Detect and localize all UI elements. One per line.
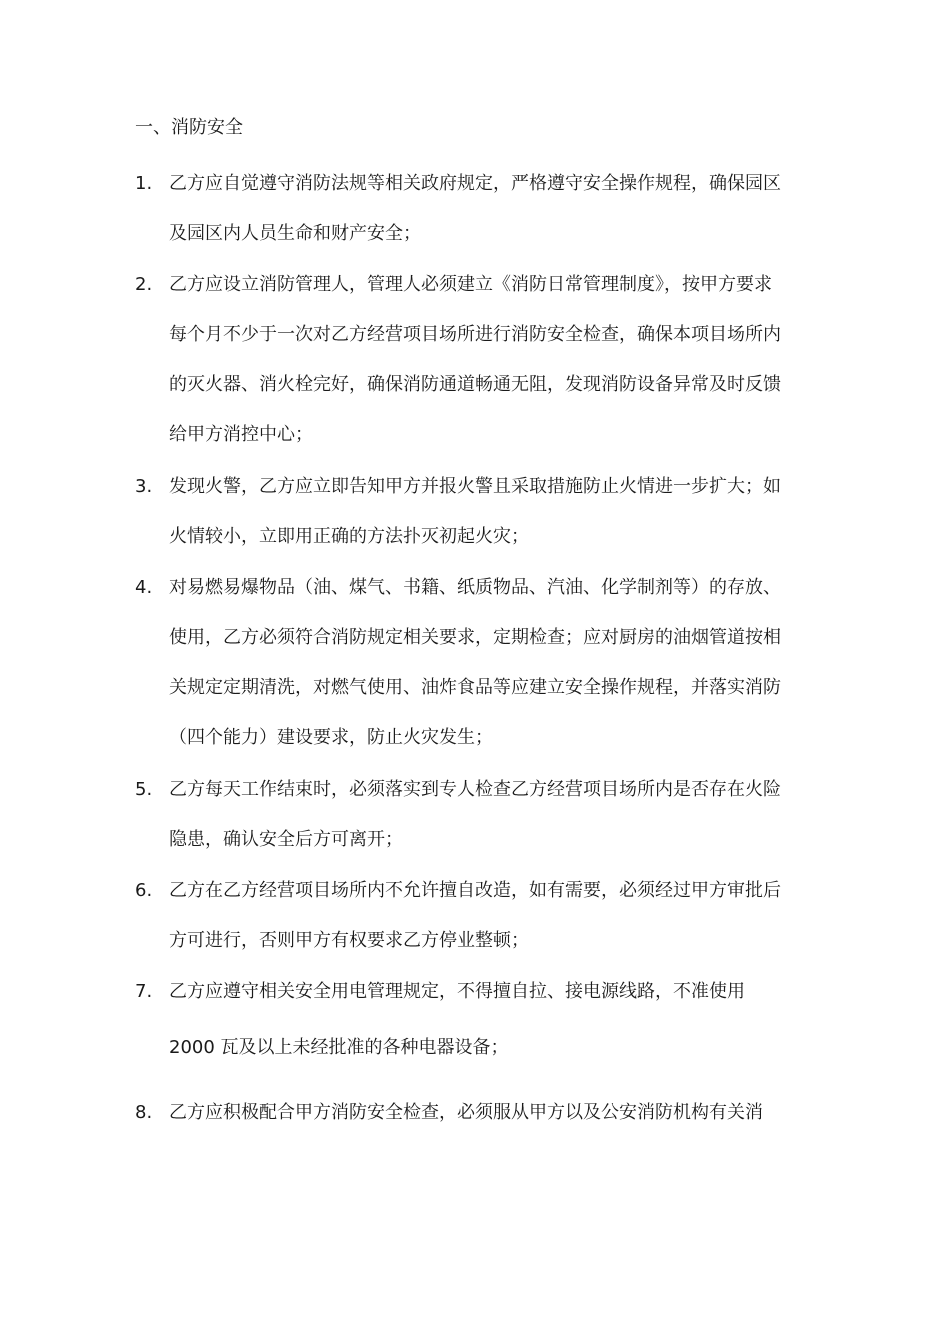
item-line: 乙方应积极配合甲方消防安全检查，必须服从甲方以及公安消防机构有关消 <box>169 1102 763 1123</box>
item-line: 火情较小，立即用正确的方法扑灭初起火灾； <box>169 526 529 547</box>
item-line: 乙方在乙方经营项目场所内不允许擅自改造，如有需要，必须经过甲方审批后 <box>169 880 781 901</box>
item-number: 3. <box>135 476 153 497</box>
item-line: 乙方应设立消防管理人，管理人必须建立《消防日常管理制度》，按甲方要求 <box>169 274 772 295</box>
item-line: 2000 瓦及以上未经批准的各种电器设备； <box>169 1037 509 1058</box>
item-line: 乙方应遵守相关安全用电管理规定，不得擅自拉、接电源线路，不准使用 <box>169 981 745 1002</box>
item-line: 方可进行，否则甲方有权要求乙方停业整顿； <box>169 930 529 951</box>
item-line: 关规定定期清洗，对燃气使用、油炸食品等应建立安全操作规程，并落实消防 <box>169 677 781 698</box>
item-number: 5. <box>135 779 153 800</box>
item-line: 每个月不少于一次对乙方经营项目场所进行消防安全检查，确保本项目场所内 <box>169 324 781 345</box>
item-line: 隐患，确认安全后方可离开； <box>169 829 403 850</box>
item-line: 乙方每天工作结束时，必须落实到专人检查乙方经营项目场所内是否存在火险 <box>169 779 781 800</box>
item-line: （四个能力）建设要求，防止火灾发生； <box>169 727 493 748</box>
section-heading: 一、消防安全 <box>135 117 243 138</box>
item-line: 乙方应自觉遵守消防法规等相关政府规定，严格遵守安全操作规程，确保园区 <box>169 173 781 194</box>
item-number: 7. <box>135 981 153 1002</box>
item-line: 发现火警，乙方应立即告知甲方并报火警且采取措施防止火情进一步扩大；如 <box>169 476 781 497</box>
item-number: 1. <box>135 173 153 194</box>
item-number: 8. <box>135 1102 153 1123</box>
item-line: 及园区内人员生命和财产安全； <box>169 223 421 244</box>
item-number: 6. <box>135 880 153 901</box>
item-line: 对易燃易爆物品（油、煤气、书籍、纸质物品、汽油、化学制剂等）的存放、 <box>169 577 781 598</box>
item-line: 的灭火器、消火栓完好，确保消防通道畅通无阻，发现消防设备异常及时反馈 <box>169 374 781 395</box>
item-line: 给甲方消控中心； <box>169 424 313 445</box>
item-line: 使用，乙方必须符合消防规定相关要求，定期检查；应对厨房的油烟管道按相 <box>169 627 781 648</box>
item-number: 2. <box>135 274 153 295</box>
item-number: 4. <box>135 577 153 598</box>
